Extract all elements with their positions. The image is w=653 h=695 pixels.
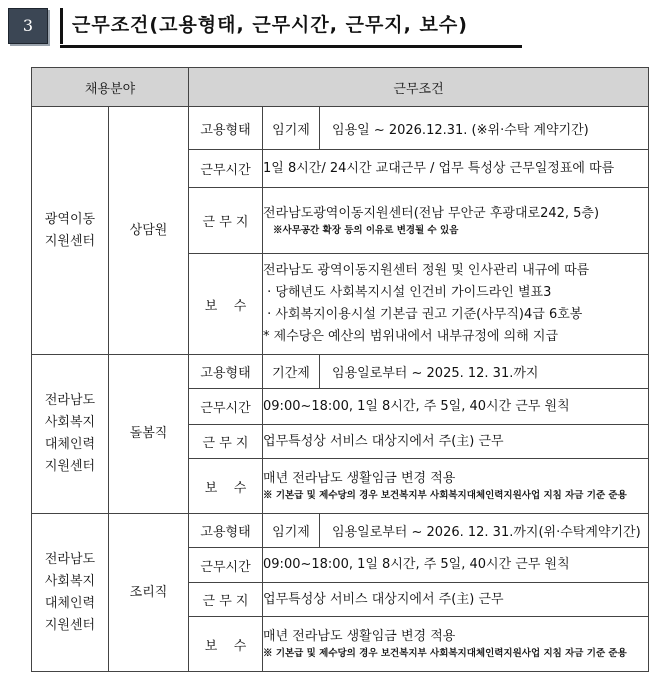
org-line: 사회복지	[44, 415, 96, 430]
pay-line: 전라남도 광역이동지원센터 정원 및 인사관리 내규에 따름	[263, 263, 590, 278]
label-pay: 보 수	[189, 459, 263, 514]
job-cell: 상담원	[109, 107, 189, 355]
hours-value: 09:00~18:00, 1일 8시간, 주 5일, 40시간 근무 원칙	[263, 548, 649, 583]
org-line: 지원센터	[44, 617, 96, 633]
org-line: 지원센터	[44, 459, 96, 474]
label-workplace: 근 무 지	[189, 188, 263, 254]
workplace-note: ※사무공간 확장 등의 이유로 변경될 수 있음	[273, 224, 459, 236]
label-pay: 보 수	[189, 254, 263, 355]
job-cell: 돌봄직	[109, 355, 189, 514]
pay-cell	[263, 617, 649, 672]
hours-value: 09:00~18:00, 1일 8시간, 주 5일, 40시간 근무 원칙	[263, 389, 649, 425]
pay-value: 매년 전라남도 생활임금 변경 적용	[263, 629, 456, 644]
label-workplace: 근 무 지	[189, 425, 263, 459]
org-line: 전라남도	[44, 393, 96, 408]
section-number-badge: 3	[8, 8, 48, 44]
org-cell	[32, 107, 109, 355]
label-employment: 고용형태	[189, 514, 263, 548]
org-line: 광역이동	[44, 211, 96, 227]
org-line: 지원센터	[44, 233, 96, 249]
pay-line: * 제수당은 예산의 범위내에서 내부규정에 의해 지급	[263, 329, 559, 344]
employment-cell	[263, 107, 649, 150]
table-row	[32, 514, 649, 548]
workplace-value: 업무특성상 서비스 대상지에서 주(主) 근무	[263, 583, 649, 617]
org-line: 사회복지	[44, 573, 96, 589]
pay-cell	[263, 459, 649, 514]
pay-line: · 사회복지이용시설 기본급 권고 기준(사무직)4급 6호봉	[263, 307, 583, 322]
employment-period: 임용일로부터 ~ 2026. 12. 31.까지(위·수탁계약기간)	[332, 525, 641, 540]
pay-note: ※ 기본급 및 제수당의 경우 보건복지부 사회복지대체인력지원사업 지침 자금 기준 준용	[263, 490, 627, 501]
pay-value: 매년 전라남도 생활임금 변경 적용	[263, 471, 456, 486]
pay-note: ※ 기본급 및 제수당의 경우 보건복지부 사회복지대체인력지원사업 지침 자금 기준 준용	[263, 648, 627, 659]
org-line: 대체인력	[44, 437, 96, 452]
employment-type: 기간제	[263, 355, 320, 388]
workplace-cell	[263, 188, 649, 254]
header-conditions: 근무조건	[189, 68, 649, 107]
workplace-value: 전라남도광역이동지원센터(전남 무안군 후광대로242, 5층)	[263, 205, 600, 221]
label-hours: 근무시간	[189, 150, 263, 188]
section-title: 근무조건(고용형태, 근무시간, 근무지, 보수)	[72, 14, 468, 36]
employment-period: 임용일 ~ 2026.12.31. (※위·수탁 계약기간)	[332, 122, 589, 138]
org-line: 대체인력	[44, 595, 96, 611]
work-conditions-table	[31, 67, 649, 672]
hours-value: 1일 8시간/ 24시간 교대근무 / 업무 특성상 근무일정표에 따름	[263, 150, 649, 188]
employment-cell	[263, 514, 649, 548]
employment-type: 임기제	[263, 107, 320, 149]
label-employment: 고용형태	[189, 355, 263, 389]
section-heading	[8, 4, 522, 44]
table-row	[32, 355, 649, 389]
header-field: 채용분야	[32, 68, 189, 107]
label-pay: 보 수	[189, 617, 263, 672]
table-header-row	[32, 68, 649, 107]
employment-period: 임용일로부터 ~ 2025. 12. 31.까지	[332, 366, 539, 381]
employment-type: 임기제	[263, 514, 320, 547]
org-cell	[32, 355, 109, 514]
employment-cell	[263, 355, 649, 389]
workplace-value: 업무특성상 서비스 대상지에서 주(主) 근무	[263, 425, 649, 459]
org-cell	[32, 514, 109, 672]
label-workplace: 근 무 지	[189, 583, 263, 617]
pay-cell	[263, 254, 649, 355]
job-cell: 조리직	[109, 514, 189, 672]
section-title-underline	[60, 45, 522, 48]
label-hours: 근무시간	[189, 389, 263, 425]
label-hours: 근무시간	[189, 548, 263, 583]
label-employment: 고용형태	[189, 107, 263, 150]
table-row	[32, 107, 649, 150]
section-title-bar	[60, 8, 63, 44]
pay-line: · 당해년도 사회복지시설 인건비 가이드라인 별표3	[263, 285, 552, 300]
org-line: 전라남도	[44, 551, 96, 567]
